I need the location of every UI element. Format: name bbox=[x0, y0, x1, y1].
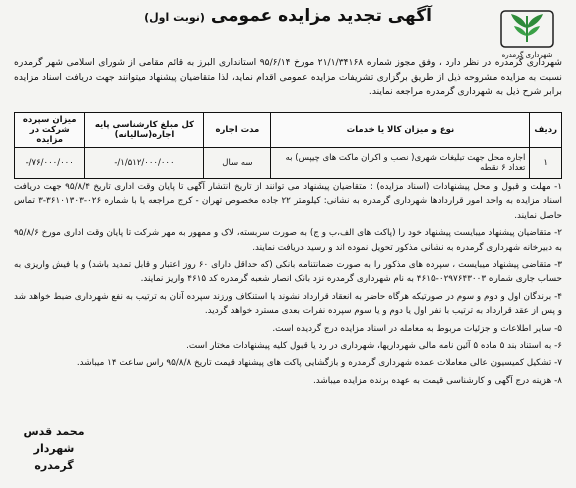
header bbox=[0, 6, 576, 59]
col-header-row-number: ردیف bbox=[530, 113, 562, 148]
auction-items-table bbox=[14, 112, 562, 179]
col-header-description: نوع و میزان کالا یا خدمات bbox=[271, 113, 530, 148]
col-header-duration: مدت اجاره bbox=[204, 113, 271, 148]
condition-item: ۳- متقاضی پیشنهاد میبایست ، سپرده های مذکور را به صورت ضمانتنامه بانکی (که حداقل دارای ۶۰ روز اعتبار و قابل تمدید باشد) و یا فیش واریزی به حساب جاری شماره ۰۲۹۷۶۴۳۰۰۳-۴۶۱۵ به نام شهرداری گرمدره نزد بانک انصار شعبه گرمدره کد ۴۶۱۵ واریز نمایند. bbox=[14, 260, 562, 285]
col-header-deposit: میزان سپرده شرکت در مزایده bbox=[15, 113, 85, 148]
cell-description: اجاره محل جهت تبلیغات شهری( نصب و اکران ماکت های چیپس) به تعداد ۶ نقطه bbox=[271, 148, 530, 179]
conditions-list bbox=[14, 180, 562, 391]
condition-item: ۱- مهلت و قبول و محل پیشنهادات (اسناد مزایده) : متقاضیان پیشنهاد می توانند از تاریخ انتشار آگهی تا پایان وقت اداری تاریخ ۹۵/۸/۴ جهت دریافت اسناد مزایده به واحد امور قراردادها شهرداری گرمدره به نشانی: کیلومتر ۲۲ جاده مخصوص تهران - کرج مراجعه یا با شماره ۰۲۶-۳۶۱۰۱۳۰۳-۳ تماس حاصل نمایند. bbox=[14, 182, 562, 221]
cell-base-price: ۱/۵۱۲/۰۰۰/۰۰۰/- bbox=[85, 148, 204, 179]
ad-title bbox=[120, 6, 456, 26]
condition-item: ۸- هزینه درج آگهی و کارشناسی قیمت به عهده برنده مزایده میباشد. bbox=[312, 375, 562, 386]
table-header-row bbox=[15, 113, 562, 148]
cell-duration: سه سال bbox=[204, 148, 271, 179]
col-header-base-price: کل مبلغ کارشناسی پایه اجاره(سالیانه) bbox=[85, 113, 204, 148]
cell-deposit: ۷۶/۰۰۰/۰۰۰/- bbox=[15, 148, 85, 179]
condition-item: ۵- سایر اطلاعات و جزئیات مربوط به معامله در اسناد مزایده درج گردیده است. bbox=[272, 323, 562, 334]
table-row bbox=[15, 148, 562, 179]
ad-title-suffix: (نوبت اول) bbox=[144, 11, 205, 24]
intro-paragraph: شهرداری گرمدره در نظر دارد ، وفق مجوز شماره ۲۱/۱/۳۴۱۶۸ مورخ ۹۵/۶/۱۴ استانداری البرز به قائم مقامی از شورای اسلامی شهر گرمدره نسبت به مزایده مشروحه ذیل از طریق برگزاری تشریفات مزایده عمومی اقدام نماید، لذا متقاضیان پیشنهاد میتوانند جهت دریافت اسناد مزایده برابر شرح ذیل به شهرداری گرمدره مراجعه نمایند. bbox=[14, 57, 562, 97]
logo-caption: شهرداری گرمدره bbox=[501, 51, 553, 59]
signatory-title: شهردار گرمدره bbox=[33, 442, 75, 472]
condition-item: ۴- برندگان اول و دوم و سوم در صورتیکه هرگاه حاضر به انعقاد قرارداد نشوند یا استنکاف ورزند سپرده آنان به ترتیب به نفع شهرداری ضبط خواهد شد و پس از عقد قرارداد به ترتیب با نفر اول یا دوم و یا سوم سپرده نفرات بعدی مسترد خواهد گردید. bbox=[14, 291, 562, 317]
signature-block bbox=[14, 423, 94, 474]
signatory-name: محمد قدس bbox=[23, 425, 85, 438]
condition-item: ۷- تشکیل کمیسیون عالی معاملات عمده شهرداری گرمدره و بازگشایی پاکت های پیشنهاد قیمت تاریخ ۹۵/۸/۸ راس ساعت ۱۴ میباشد. bbox=[76, 358, 562, 369]
leaf-emblem-icon bbox=[497, 8, 557, 50]
municipality-logo bbox=[494, 8, 560, 58]
condition-item: ۶- به استناد بند ۵ ماده ۵ آئین نامه مالی شهرداریها، شهرداری در رد یا قبول کلیه پیشنهادات مختار است. bbox=[186, 341, 562, 352]
ad-title-main: آگهی تجدید مزایده عمومی bbox=[210, 6, 432, 26]
cell-row-number: ۱ bbox=[530, 148, 562, 179]
condition-item: ۲- متقاضیان پیشنهاد میبایست پیشنهاد خود را (پاکت های الف،ب و ج) به صورت سربسته، لاک و ممهور به مهر شرکت تا پایان وقت اداری مورخ ۹۵/۸/۶ به دبیرخانه شهرداری گرمدره به نشانی مذکور تحویل نموده اند و رسید دریافت نمایند. bbox=[14, 228, 562, 253]
